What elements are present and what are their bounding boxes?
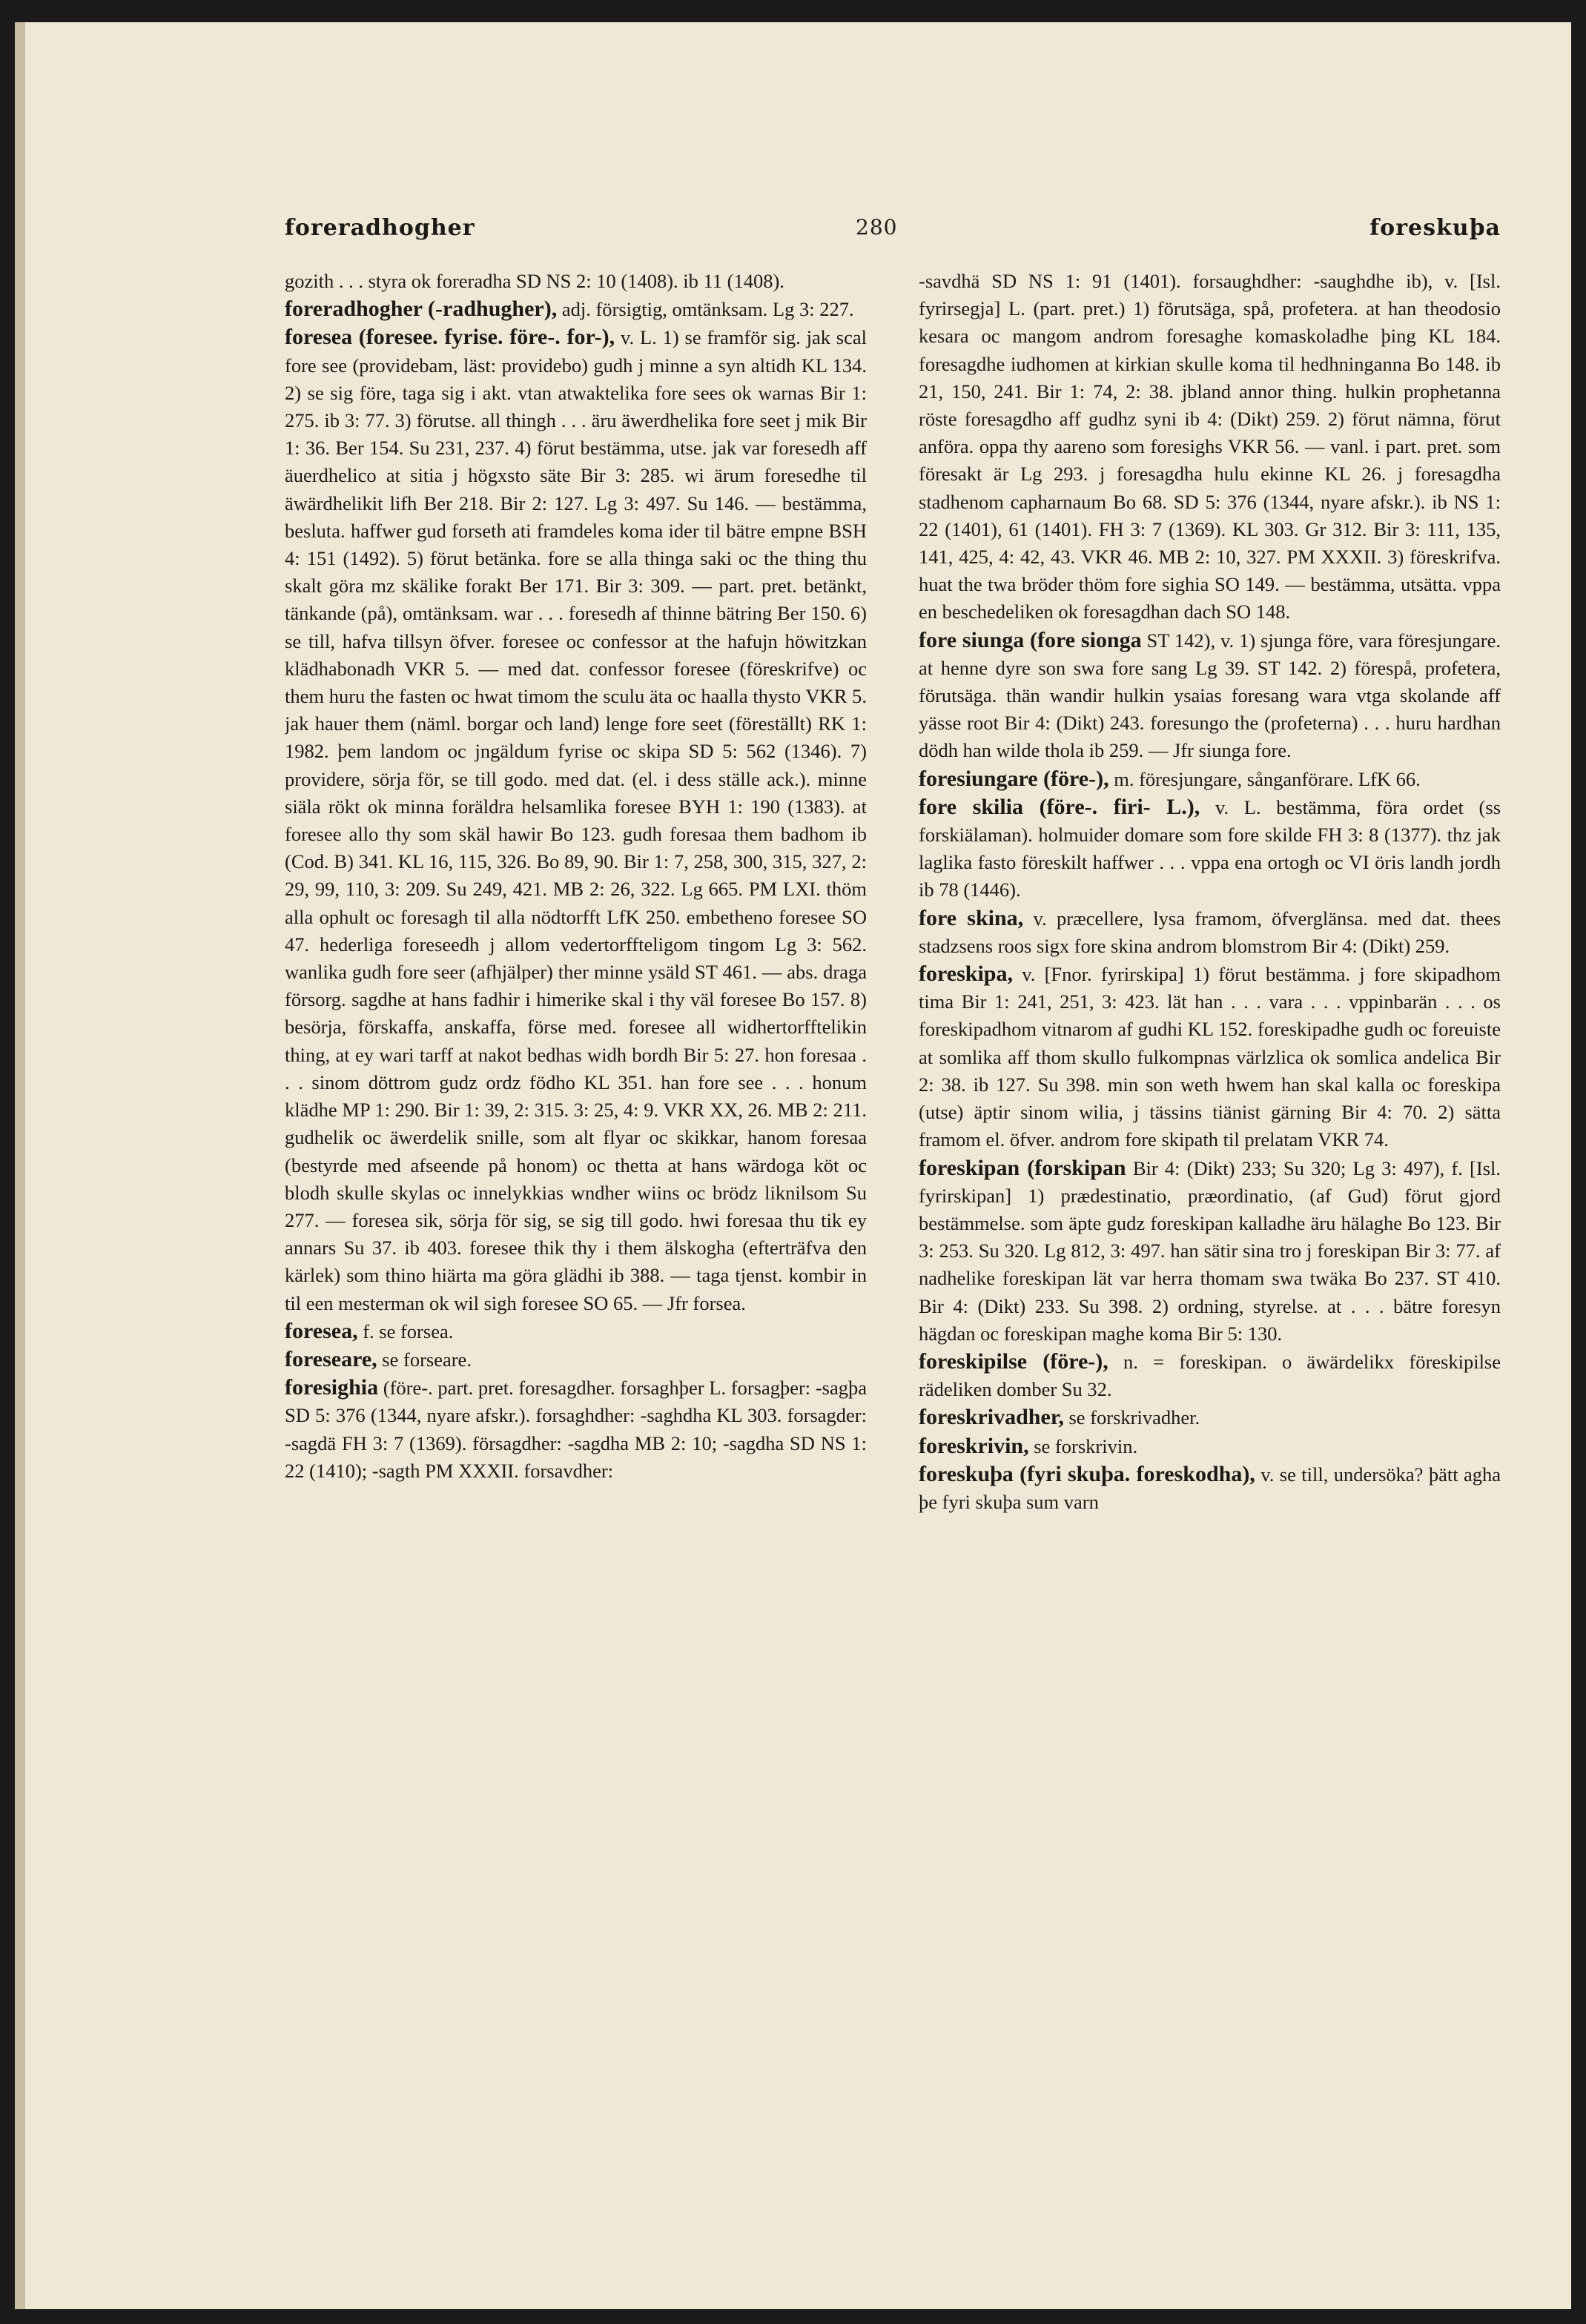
dictionary-entry bbox=[919, 904, 1501, 960]
headword: foreskuþa (fyri skuþa. foreskodha), bbox=[919, 1461, 1255, 1486]
header-right-guideword: foreskuþa bbox=[1369, 215, 1501, 241]
dictionary-entry bbox=[285, 267, 867, 295]
entry-text: v. [Fnor. fyrirskipa] 1) förut bestämma. j fore skipadhom tima Bir 1: 241, 251, 3: 423. lät han . . . vara . . . vppinbarän . . . os foreskipadhom vitnarom af gudhi KL 152. foreskipadhe gudh oc foreuiste at somlika aff thom skullo fulkompnas värlzlica ok somlica andelica Bir 2: 38. ib 127. Su 398. min son weth hwem han skal kalla oc foreskipa (utse) äptir sinom wilia, j tässins tiänist gärning Bir 4: 70. 2) sätta framom el. öfver. androm fore skipath til prelatam VKR 74. bbox=[919, 963, 1501, 1151]
dictionary-entry bbox=[919, 1403, 1501, 1431]
running-header bbox=[285, 200, 1501, 245]
dictionary-entry bbox=[919, 1348, 1501, 1403]
scanned-page bbox=[15, 22, 1571, 2309]
headword: fore siunga (fore sionga bbox=[919, 627, 1142, 652]
entry-text: v. L. 1) se framför sig. jak scal fore see (providebam, läst: providebo) gudh j minne a syn altidh KL 134. 2) se sig före, taga sig i akt. vtan atwaktelika fore sees ok warnas Bir 1: 275. ib 3: 77. 3) förutse. all thingh . . . äru äwerdhelika fore seet j mik Bir 1: 36. Ber 154. Su 231, 237. 4) förut bestämma, utse. jak var foresedh aff äuerdhelico at sitia j högxsto säte Bir 3: 285. wi ärum foresedhe til äwärdhelikit lifh Ber 218. Bir 2: 127. Lg 3: 497. Su 146. — bestämma, besluta. haffwer gud forseth ati framdeles koma ider til bätre empne BSH 4: 151 (1492). 5) förut betänka. fore se alla thinga saki oc the thing thu skalt göra mz skälike forakt Ber 171. Bir 3: 309. — part. pret. betänkt, tänkande (på), omtänksam. war . . . foresedh af thinne bätring Ber 150. 6) se till, hafva tillsyn öfver. foresee oc confessor at the hafujn höwitzkan klädhabonadh VKR 5. — med dat. confessor foresee (föreskrifve) oc them huru the fasten oc hwat timom the sculu äta oc haalla thysto VKR 5. jak hauer them (näml. borgar och land) lenge fore seet (föreställt) RK 1: 1982. þem landom oc jngäldum fyrise oc skipa SD 5: 562 (1346). 7) providere, sörja för, se till godo. med dat. (el. i dess ställe ack.). minne siäla rökt ok minna foräldra helsamlika foresee BYH 1: 190 (1383). at foresee allo thy som skäl hawir Bo 123. gudh foresaa them badhom ib (Cod. B) 341. KL 16, 115, 326. Bo 89, 90. Bir 1: 7, 258, 300, 315, 327, 2: 29, 99, 110, 3: 209. Su 249, 421. MB 2: 26, 322. Lg 665. PM LXI. thöm alla ophult oc foresagh til alla nödtorfft LfK 250. embetheno foresee SO 47. hederliga foreseedh j allom vedertorffteligom tingom Lg 3: 562. wanlika gudh fore seer (afhjälper) ther minne ysäld ST 461. — abs. draga försorg. sagdhe at hans fadhir i himerike skal i thy väl foresee Bo 157. 8) besörja, förskaffa, anskaffa, förse med. foresee all widhertorfftelikin thing, at ey wari tarff at nakot bedhas widh bordh Bir 5: 27. hon foresaa . . . sinom döttrom gudz ordz födho KL 351. han fore see . . . honum klädhe MP 1: 290. Bir 1: 39, 2: 315. 3: 25, 4: 9. VKR XX, 26. MB 2: 211. gudhelik oc äwerdelik snille, som alt flyar oc skikkar, hanom foresaa (bestyrde med afseende på honom) oc thetta at hans wärdoga köt oc blodh skulle skylas oc innelykkias wndher wiins oc brödz liknilsom Su 277. — foresea sik, sörja för sig, se sig till godo. hwi foresaa thu tik ey annars Su 37. ib 403. foresee thik thy i them älskogha (efterträfva den kärlek) som thino hiärta ma göra glädhi ib 388. — taga tjenst. kombir in til een mesterman ok wil sigh foresee SO 65. — Jfr forsea. bbox=[285, 326, 867, 1314]
entry-text: Bir 4: (Dikt) 233; Su 320; Lg 3: 497), f. [Isl. fyrirskipan] 1) prædestinatio, præordinatio, (af Gud) förut gjord bestämmelse. som äpte gudz foreskipan kalladhe äru hälaghe Bo 123. Bir 3: 253. Su 320. Lg 812, 3: 497. han sätir sina tro j foreskipan Bir 3: 77. af nadhelike foreskipan lät var herra thomam swa twäka Bo 237. ST 410. Bir 4: (Dikt) 233. Su 398. 2) ordning, styrelse. at . . . bätre foresyn hägdan oc foreskipan maghe koma Bir 5: 130. bbox=[919, 1156, 1501, 1345]
dictionary-entry bbox=[285, 1374, 867, 1485]
dictionary-entry bbox=[285, 295, 867, 323]
entry-text: -savdhä SD NS 1: 91 (1401). forsaughdher: -saughdhe ib), v. [Isl. fyrirsegja] L. (part. pret.) 1) förutsäga, spå, profetera. at han theodosio kesara oc mangom androm foresaghe komaskoladhe þing KL 184. foresagdhe iudhomen at kirkian skulle koma til hedhninganna Bo 148. ib 21, 150, 241. Bir 1: 74, 2: 38. jbland annor thing. hulkin prophetanna röste foresagdho aff gudhz syni ib 4: (Dikt) 259. 2) förut nämna, förut anföra. oppa thy aareno som foresighs VKR 56. — vanl. i part. pret. som föresakt är Lg 293. j foresagdha hulu ekinne KL 26. j foresagdha stadhenom capharnaum Bo 68. SD 5: 376 (1344, nyare afskr.). ib NS 1: 22 (1401), 61 (1401). FH 3: 7 (1369). KL 303. Gr 312. Bir 3: 111, 135, 141, 425, 4: 42, 43. VKR 46. MB 2: 10, 327. PM XXXII. 3) föreskrifva. huat the twa bröder thöm fore sighia SO 149. — bestämma, utsätta. vppa en beschedeliken ok foresagdhan dach SO 148. bbox=[919, 270, 1501, 623]
entry-text: (före-. part. pret. foresagdher. forsaghþer L. forsagþer: -sagþa SD 5: 376 (1344, nyare afskr.). forsaghdher: -saghdha KL 303. forsagder: -sagdä FH 3: 7 (1369). försagdher: -sagdha MB 2: 10; -sagdha SD NS 1: 22 (1410); -sagth PM XXXII. forsavdher: bbox=[285, 1377, 867, 1482]
left-column bbox=[285, 267, 867, 2157]
dictionary-page bbox=[285, 200, 1501, 2157]
dictionary-entry bbox=[919, 267, 1501, 626]
right-column bbox=[919, 267, 1501, 2157]
entry-text: ST 142), v. 1) sjunga före, vara föresjungare. at henne dyre son swa fore sang Lg 39. ST 142. 2) förespå, profetera, förutsäga. thän wandir hulkin ysaias foresang wara vtga skolande aff yässe root Bir 4: (Dikt) 243. foresungo the (profeterna) . . . huru hardhan dödh han wilde thola ib 259. — Jfr siunga fore. bbox=[919, 629, 1501, 762]
dictionary-entry bbox=[919, 626, 1501, 765]
dictionary-entry bbox=[919, 960, 1501, 1153]
headword: foreskrivin, bbox=[919, 1433, 1029, 1458]
entry-text: v. L. bestämma, föra ordet (ss forskiälaman). holmuider domare som fore skilde FH 3: 8 (1377). thz jak laglika fasto föreskilt haffwer . . . vppa ena ortogh oc VI öris landh jordh ib 78 (1446). bbox=[919, 795, 1501, 901]
entry-text: adj. försigtig, omtänksam. Lg 3: 227. bbox=[561, 298, 854, 321]
headword: foreskipa, bbox=[919, 961, 1013, 987]
dictionary-entry bbox=[285, 1345, 867, 1374]
dictionary-entry bbox=[919, 1432, 1501, 1460]
entry-text: f. se forsea. bbox=[363, 1320, 454, 1343]
dictionary-entry bbox=[285, 323, 867, 1317]
headword: foresighia bbox=[285, 1375, 379, 1400]
header-left-guideword: foreradhogher bbox=[285, 215, 475, 241]
entry-text: se forskrivadher. bbox=[1068, 1406, 1200, 1429]
entry-text: v. præcellere, lysa framom, öfverglänsa. med dat. thees stadzsens roos sigx fore skina androm blomstrom Bir 4: (Dikt) 259. bbox=[919, 907, 1501, 957]
headword: foreseare, bbox=[285, 1346, 377, 1371]
dictionary-entry bbox=[919, 793, 1501, 904]
entry-text: m. föresjungare, sånganförare. LfK 66. bbox=[1114, 767, 1421, 790]
headword: foresea, bbox=[285, 1318, 358, 1343]
headword: foreskipan (forskipan bbox=[919, 1155, 1126, 1180]
entry-text: se forskrivin. bbox=[1034, 1434, 1138, 1457]
headword: fore skilia (före-. firi- L.), bbox=[919, 794, 1200, 819]
dictionary-entry bbox=[919, 765, 1501, 793]
entry-text: n. = foreskipan. o äwärdelikx föreskipilse rädeliken domber Su 32. bbox=[919, 1350, 1501, 1401]
page-number: 280 bbox=[856, 215, 898, 239]
entry-text: gozith . . . styra ok foreradha SD NS 2: 10 (1408). ib 11 (1408). bbox=[285, 270, 784, 292]
headword: foreskipilse (före-), bbox=[919, 1348, 1108, 1374]
dictionary-entry bbox=[919, 1154, 1501, 1348]
headword: foresiungare (före-), bbox=[919, 766, 1109, 791]
dictionary-entry bbox=[285, 1317, 867, 1345]
dictionary-entry bbox=[919, 1460, 1501, 1516]
entry-text: se forseare. bbox=[382, 1348, 472, 1371]
headword: foreskrivadher, bbox=[919, 1405, 1064, 1430]
entry-text: v. se till, undersöka? þätt agha þe fyri skuþa sum varn bbox=[919, 1463, 1501, 1513]
headword: foresea (foresee. fyrise. före-. for-), bbox=[285, 325, 615, 350]
headword: foreradhogher (-radhugher), bbox=[285, 297, 558, 322]
headword: fore skina, bbox=[919, 905, 1024, 930]
